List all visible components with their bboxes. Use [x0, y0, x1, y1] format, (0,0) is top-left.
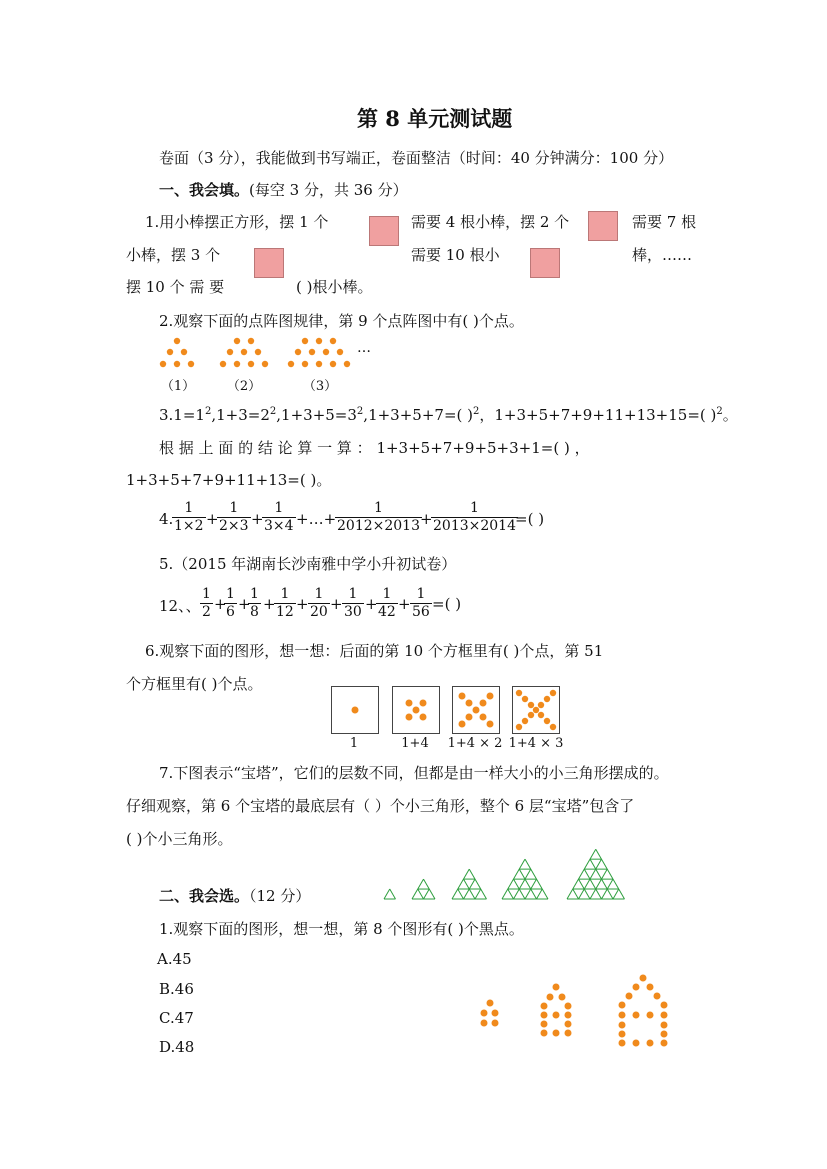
q2-label-1: （1）: [160, 379, 196, 394]
q1-text-b: 需要 4 根小棒，摆 2 个: [411, 213, 570, 231]
q6-label-2: 1+4: [401, 736, 429, 751]
q4-f5-den: 2013×2014: [433, 518, 516, 534]
q2-label-3: （3）: [302, 379, 338, 394]
intro-text: 卷面（3 分），我能做到书写端正，卷面整洁（时间：40 分钟满分：100 分）: [159, 149, 674, 167]
pagoda-edge: [424, 889, 430, 899]
page-title: 第 8 单元测试题: [357, 106, 513, 131]
section2-note: （12 分）: [249, 887, 311, 905]
q5-fraction-4: [274, 586, 296, 621]
q4-f3-num: 1: [262, 500, 296, 518]
option-c[interactable]: C.47: [159, 1009, 194, 1027]
q5-plus-3: +: [263, 595, 276, 613]
q2-text: 2.观察下面的点阵图规律，第 9 个点阵图中有( )个点。: [159, 312, 524, 330]
section1-note: (每空 3 分，共 36 分）: [249, 181, 408, 199]
q6-label-4: 1+4 × 3: [508, 736, 564, 751]
q5-fraction-6: [342, 586, 364, 621]
q5-fraction-1: [200, 586, 213, 621]
q6-line2: 个方框里有( )个点。: [126, 675, 263, 693]
pagoda-edge: [537, 889, 543, 899]
q3-part-b: ,1+3=2: [211, 406, 270, 424]
q5-f6-num: 1: [342, 586, 364, 604]
pagoda-edge: [458, 889, 464, 899]
q5-plus-1: +: [214, 595, 227, 613]
q5-text: 5.（2015 年湖南长沙南雅中学小升初试卷）: [159, 555, 457, 573]
q7-line3: ( )个小三角形。: [126, 830, 233, 848]
q4-plus-2: +: [251, 510, 264, 528]
pagoda-edge: [384, 889, 390, 899]
q5-fraction-3: [248, 586, 261, 621]
dot-box-1: [331, 686, 379, 734]
pagoda-edge: [418, 889, 424, 899]
q5-f1-num: 1: [202, 586, 211, 602]
q5-fraction-2: [224, 586, 237, 621]
pagoda-triangles-figure: [382, 844, 632, 900]
q3-part-c: ,1+3+5=3: [276, 406, 357, 424]
q5-f1-den: 2: [202, 604, 211, 620]
s2q1-text: 1.观察下面的图形，想一想，第 8 个图形有( )个黑点。: [159, 920, 524, 938]
q4-f3-den: 3×4: [264, 518, 294, 534]
q3-line1: [159, 404, 738, 425]
q7-line1: 7.下图表示“宝塔”，它们的层数不同，但都是由一样大小的小三角形摆成的。: [159, 764, 669, 782]
q5-f5-num: 1: [308, 586, 330, 604]
section2-header: [159, 885, 310, 906]
q4-plus-3: +: [420, 510, 433, 528]
q5-answer: =( ): [432, 595, 462, 613]
q5-prefix: 12、、: [159, 597, 201, 615]
q6-line1: 6.观察下面的图形，想一想：后面的第 10 个方框里有( )个点，第 51: [145, 642, 604, 660]
dot-box-2: [392, 686, 440, 734]
q4-fraction-3: [262, 500, 296, 535]
q5-plus-7: +: [398, 595, 411, 613]
q1-text-g: 摆 10 个 需 要: [126, 278, 225, 296]
q4-f1-den: 1×2: [174, 518, 204, 534]
dot-triangle-2: [220, 338, 268, 367]
pagoda-edge: [567, 849, 596, 899]
q5-plus-2: +: [238, 595, 251, 613]
q5-f3-den: 8: [250, 604, 259, 620]
q2-label-2: （2）: [226, 379, 262, 394]
pagoda-edge: [573, 889, 579, 899]
q4-fraction-5: [431, 500, 518, 535]
option-b[interactable]: B.46: [159, 980, 194, 998]
q4-answer: =( ): [515, 510, 545, 528]
q2-ellipsis: …: [357, 340, 371, 356]
q4-fraction-4: [335, 500, 422, 535]
q5-f3-num: 1: [250, 586, 259, 602]
q5-f7-num: 1: [376, 586, 398, 604]
q4-number: 4.: [159, 510, 174, 528]
q4-f1-num: 1: [172, 500, 206, 518]
q3-line3: 1+3+5+7+9+11+13=( )。: [126, 471, 332, 489]
q6-label-3: 1+4 × 2: [447, 736, 503, 751]
house-dots-2: [541, 984, 572, 1037]
q5-fraction-5: [308, 586, 330, 621]
q3-part-a: 3.1=1: [159, 406, 205, 424]
section1-header: [159, 179, 408, 200]
q1-text-e: 需要 10 根小: [411, 246, 500, 264]
dot-box-3: [452, 686, 500, 734]
q6-label-1: 1: [349, 736, 359, 751]
dot-box-4: [512, 686, 560, 734]
q5-f6-den: 30: [344, 604, 362, 620]
q3-sup-3: 2: [356, 406, 364, 417]
q1-text-h: ( )根小棒。: [296, 278, 373, 296]
dot-triangle-figures: [155, 337, 365, 367]
q5-fraction-8: [410, 586, 432, 621]
q3-part-e: ，1+3+5+7+9+11+13+15=( ): [479, 406, 717, 424]
q5-f2-den: 6: [226, 604, 235, 620]
square-figure-3: [254, 248, 284, 278]
section1-heading: 一、我会填。: [159, 181, 250, 199]
square-figure-4: [530, 248, 560, 278]
q3-sup-1: 2: [204, 406, 212, 417]
q5-f7-den: 42: [378, 604, 396, 620]
q5-plus-6: +: [365, 595, 378, 613]
q5-f4-den: 12: [276, 604, 294, 620]
q4-f2-den: 2×3: [219, 518, 249, 534]
section2-heading: 二、我会选。: [159, 887, 250, 905]
pagoda-triangles: [384, 849, 625, 899]
q4-fraction-2: [217, 500, 251, 535]
q1-text-d: 小棒，摆 3 个: [126, 246, 221, 264]
q5-plus-4: +: [296, 595, 309, 613]
square-figure-2: [588, 211, 618, 241]
square-figure-1: [369, 216, 399, 246]
q4-f2-num: 1: [217, 500, 251, 518]
pagoda-edge: [613, 889, 619, 899]
q1-text-f: 棒，……: [632, 246, 693, 264]
q7-line2: 仔细观察，第 6 个宝塔的最底层有（ ）个小三角形，整个 6 层“宝塔”包含了: [126, 797, 635, 815]
q5-f8-num: 1: [410, 586, 432, 604]
pagoda-edge: [596, 849, 625, 899]
q1-text-a: 1.用小棒摆正方形，摆 1 个: [145, 213, 329, 231]
q4-ellipsis: +…+: [296, 510, 337, 528]
option-d[interactable]: D.48: [159, 1038, 195, 1056]
q3-sup-5: 2: [716, 406, 723, 417]
q3-part-d: ,1+3+5+7=( ): [363, 406, 473, 424]
q4-f5-num: 1: [431, 500, 518, 518]
dot-triangle-1: [160, 338, 194, 367]
house-dot-figures: [478, 970, 678, 1050]
q5-f2-num: 1: [226, 586, 235, 602]
q4-f4-den: 2012×2013: [337, 518, 420, 534]
house-dots-1: [481, 1000, 499, 1027]
q4-f4-num: 1: [335, 500, 422, 518]
house-dots-3: [619, 975, 668, 1047]
q4-fraction-1: [172, 500, 206, 535]
q1-text-c: 需要 7 根: [632, 213, 697, 231]
q3-part-f: 。: [722, 406, 738, 424]
q5-f4-num: 1: [274, 586, 296, 604]
q3-sup-2: 2: [269, 406, 277, 417]
pagoda-edge: [475, 889, 481, 899]
q5-f5-den: 20: [310, 604, 328, 620]
q3-sup-4: 2: [472, 406, 480, 417]
q5-fraction-7: [376, 586, 398, 621]
pagoda-edge: [390, 889, 396, 899]
pagoda-edge: [508, 889, 514, 899]
option-a[interactable]: A.45: [157, 950, 192, 968]
q5-f8-den: 56: [412, 604, 430, 620]
q3-line2: 根 据 上 面 的 结 论 算 一 算 ： 1+3+5+7+9+5+3+1=( ) ，: [159, 439, 590, 457]
q5-plus-5: +: [330, 595, 343, 613]
q4-plus-1: +: [206, 510, 219, 528]
dot-triangle-3: [288, 338, 350, 367]
